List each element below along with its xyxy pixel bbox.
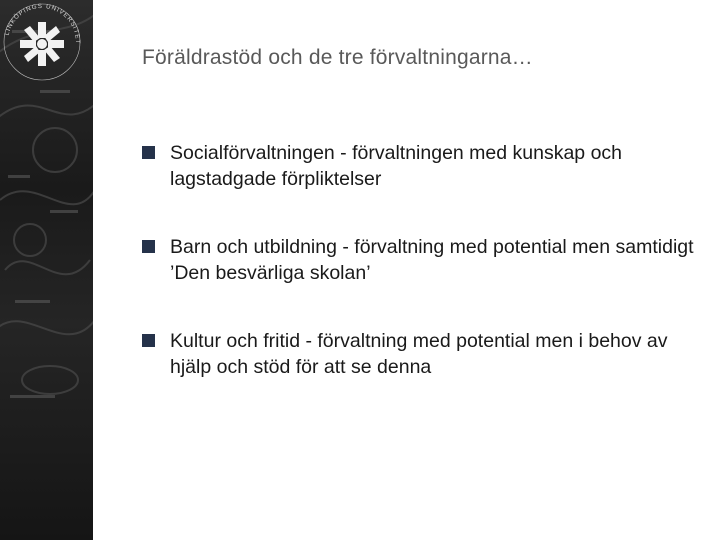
bullet-item bbox=[142, 234, 702, 286]
logo-emblem-icon bbox=[20, 22, 64, 66]
logo-ring-text: LINKÖPINGS UNIVERSITET bbox=[3, 2, 82, 45]
bullet-item bbox=[142, 140, 702, 192]
square-bullet-icon bbox=[142, 240, 155, 253]
slide-title: Föräldrastöd och de tre förvaltningarna… bbox=[142, 46, 533, 69]
bullet-text: Socialförvaltningen - förvaltningen med kunskap och lagstadgade förpliktelser bbox=[170, 142, 623, 190]
bullet-item bbox=[142, 328, 702, 380]
square-bullet-icon bbox=[142, 334, 155, 347]
square-bullet-icon bbox=[142, 146, 155, 159]
bullet-text: Barn och utbildning - förvaltning med potential men samtidigt ’Den besvärliga skolan’ bbox=[170, 236, 694, 284]
university-logo bbox=[0, 0, 84, 84]
bullet-text: Kultur och fritid - förvaltning med potential men i behov av hjälp och stöd för att se denna bbox=[170, 330, 668, 378]
decorative-side-band bbox=[0, 0, 93, 540]
bullet-list bbox=[142, 140, 702, 422]
